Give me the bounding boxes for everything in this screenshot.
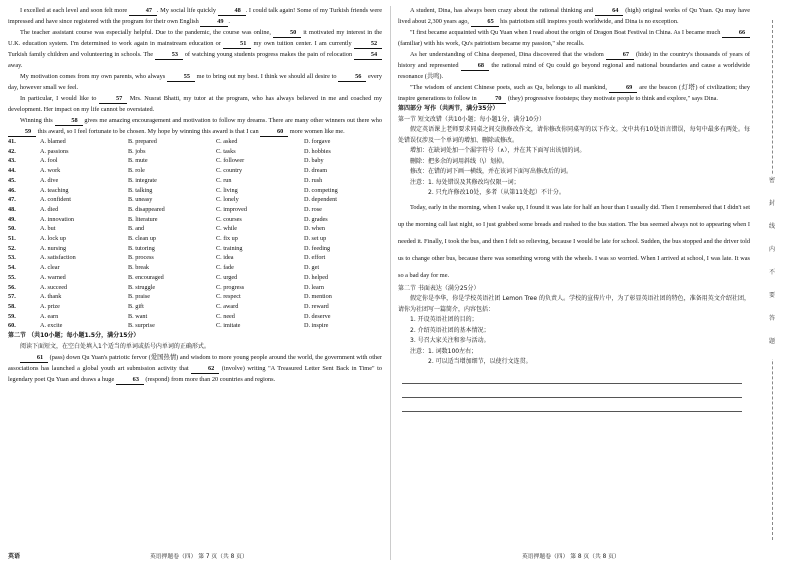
option-b[interactable]: B. uneasy [128,196,153,204]
option-c[interactable]: C. courses [216,215,242,223]
blank-50[interactable]: 50 [273,29,301,38]
writing-point-1: 1. 开设英语社团的目的； [410,316,478,323]
option-b[interactable]: B. tutoring [128,244,155,252]
seal-char: 密 [768,177,775,184]
page-7-footer: 英语押题卷（四） 第 7 页（共 8 页） [150,554,248,560]
option-a[interactable]: A. fool [40,157,58,165]
option-c[interactable]: C. urged [216,273,238,281]
option-d[interactable]: D. effort [304,254,326,262]
option-b[interactable]: B. gift [128,302,144,310]
option-d[interactable]: D. set up [304,235,327,243]
note-1: 注意：1. 每处错误及其修改均仅限一词； [410,178,520,186]
option-c[interactable]: C. idea [216,254,234,262]
rule-add: 增加：在缺词处加一个漏字符号（∧），并在其下面写出该加的词。 [410,147,586,154]
blank-65[interactable]: 65 [471,18,499,27]
option-c[interactable]: C. fix up [216,235,238,243]
option-d[interactable]: D. when [304,225,325,233]
option-row [8,302,382,312]
question-number: 59. [8,312,16,320]
page-divider [390,6,391,560]
question-number: 57. [8,293,16,301]
grammar-passage: 61 (pass) down Qu Yuan's patriotic fervor (爱国热情) and wisdom to more young people around the world, the government with other associations has launched a global youth art submission activity that 62 (involve) writing "A Treasured Letter Sent Back in Time" to legendary poet Qu Yuan and draws a huge 63 (respond) from more than 20 countries and regions. [8,354,382,384]
option-c[interactable]: C. country [216,167,243,175]
question-number: 50. [8,225,16,233]
blank-54[interactable]: 54 [354,51,382,60]
option-row [8,186,382,196]
question-number: 42. [8,147,16,155]
question-number: 48. [8,205,16,213]
note-2: 2. 只允许修改10处，多者（从第11处起）不计分。 [428,189,565,196]
option-row [8,205,382,215]
option-d[interactable]: D. reward [304,302,329,310]
blank-61[interactable]: 61 [20,354,48,363]
answer-lines [398,370,750,412]
question-number: 53. [8,254,16,262]
option-row [8,176,382,186]
writing-title: 第二节 书面表达（满分25分） [398,284,480,292]
error-correction-instructions: 假定英语课上老师要求同桌之间交换修改作文，请你修改你同桌写的以下作文。文中共有10处语言错误，每句中最多有两处。每处错误仅涉及一个单词的增加、删除或修改。 [398,126,750,144]
question-number: 44. [8,167,16,175]
blank-47[interactable]: 47 [129,7,157,16]
question-number: 41. [8,138,16,145]
option-row [8,321,382,331]
option-d[interactable]: D. dream [304,167,328,175]
option-c[interactable]: C. award [216,302,239,310]
cloze-para-3: My motivation comes from my own parents, who always 55 me to bring out my best. I think we should all desire to 56 every day, however small we feel. [8,73,382,91]
option-row [8,234,382,244]
option-b[interactable]: B. surprise [128,322,155,330]
subject-label: 英语 [8,553,21,560]
option-row [8,312,382,322]
section-2-title: 第二节 （共10小题；每小题1.5分，满分15分） [8,332,140,340]
cloze-para-5: Winning this 58 gives me amazing encouragement and motivation to follow my dreams. There are many other winners out there who 59 this award, so I feel fortunate to be chosen. My hope by winning this award is that I can 60 more women like me. [8,115,382,137]
question-number: 60. [8,322,16,330]
option-a[interactable]: A. innovation [40,215,75,223]
blank-56[interactable]: 56 [338,73,366,82]
option-row [8,137,382,147]
option-a[interactable]: A. clear [40,264,60,272]
option-d[interactable]: D. mention [304,293,332,301]
option-row [8,273,382,283]
option-b[interactable]: B. want [128,312,148,320]
option-row [8,263,382,273]
option-b[interactable]: B. role [128,167,145,175]
question-number: 55. [8,273,16,281]
grammar-para-3: "I first became acquainted with Qu Yuan when I read about the origin of Dragon Boat Festival in China. As I became much 66 (familiar) with his work, Qu's patriotism became my passion," she recalls. [398,27,750,49]
grammar-para-5: "The wisdom of ancient Chinese poets, such as Qu, belongs to all mankind, 69 are the beacon (灯塔) of civilization; they inspire generations to follow in 70 (they) progressive footsteps; they motivate people to think and explore," says Dina. [398,84,750,102]
seal-char: 内 [768,246,775,253]
option-row [8,147,382,157]
question-number: 45. [8,176,16,184]
option-row [8,224,382,234]
option-d[interactable]: D. hobbies [304,147,331,155]
option-a[interactable]: A. excite [40,322,63,330]
option-c[interactable]: C. asked [216,138,238,145]
option-a[interactable]: A. nursing [40,244,67,252]
seal-char: 不 [768,269,775,276]
option-a[interactable]: A. satisfaction [40,254,76,262]
option-c[interactable]: C. respect [216,293,241,301]
grammar-para-4: As her understanding of China deepened, Dina discovered that the wisdom 67 (hide) in the country's thousands of years of history and represented 68 the rational mind of Qu could go beyond regional and national boundaries and cause a worldwide resonance (共鸣). [398,51,750,80]
question-number: 49. [8,215,16,223]
writing-note-2: 2. 可以适当增加细节，以使行文连贯。 [428,358,532,365]
option-b[interactable]: B. prepared [128,138,157,145]
rule-modify: 修改：在错的词下画一横线，并在该词下面写出修改后的词。 [410,168,573,175]
option-b[interactable]: B. literature [128,215,158,223]
blank-53[interactable]: 53 [155,51,183,60]
option-c[interactable]: C. improved [216,205,247,213]
option-c[interactable]: C. while [216,225,237,233]
option-row [8,283,382,293]
page-8 [392,0,754,566]
question-number: 43. [8,157,16,165]
option-c[interactable]: C. lonely [216,196,239,204]
option-d[interactable]: D. competing [304,186,338,194]
writing-note-1: 注意：1. 词数100左右； [410,347,478,355]
question-number: 56. [8,283,16,291]
blank-70[interactable]: 70 [478,95,506,104]
cloze-para-2: The teacher assistant course was especially helpful. Due to the pandemic, the course was online, 50 it motivated my interest in the U.K. education system. I'm determined to work again in mainstream education or 51 my own tuition center. I am currently 52 Turkish family children and volunteering in schools. The 53 of watching young students progress makes the pain of relocation 54 away. [8,29,383,69]
blank-67[interactable]: 67 [606,51,634,60]
option-b[interactable]: B. clean up [128,235,157,243]
question-number: 51. [8,235,16,243]
option-c[interactable]: C. tasks [216,147,236,155]
option-c[interactable]: C. living [216,186,238,194]
blank-57[interactable]: 57 [99,95,127,104]
blank-62[interactable]: 62 [191,365,219,374]
blank-55[interactable]: 55 [167,73,195,82]
blank-64[interactable]: 64 [595,7,623,16]
option-d[interactable]: D. deserve [304,312,331,320]
option-c[interactable]: C. follower [216,157,245,165]
blank-69[interactable]: 69 [609,84,637,93]
option-b[interactable]: B. jobs [128,147,146,155]
blank-60[interactable]: 60 [260,128,288,137]
option-c[interactable]: C. progress [216,283,245,291]
option-d[interactable]: D. forgave [304,138,331,145]
option-d[interactable]: D. inspire [304,322,329,330]
cloze-para-4: In particular, I would like to 57 Mrs. Nusrat Bhatti, my tutor at the program, who has always believed in me and coached my development. Her impact on my life cannot be overstated. [8,95,382,113]
option-b[interactable]: B. struggle [128,283,156,291]
page-7 [0,0,388,566]
section-2-instructions: 阅读下面短文，在空白处填入1个适当的单词或括号内单词的正确形式。 [20,342,210,350]
option-b[interactable]: B. integrate [128,176,157,184]
option-c[interactable]: C. need [216,312,235,320]
option-b[interactable]: B. disappeared [128,205,165,213]
option-row [8,195,382,205]
seal-char: 线 [768,223,775,230]
binding-margin [760,0,800,566]
option-d[interactable]: D. baby [304,157,324,165]
answer-line[interactable] [402,384,742,398]
option-b[interactable]: B. mute [128,157,148,165]
seal-warning [762,175,782,359]
option-row [8,253,382,263]
blank-51[interactable]: 51 [223,40,251,49]
blank-68[interactable]: 68 [461,62,489,71]
option-a[interactable]: A. passions [40,147,69,155]
option-c[interactable]: C. fade [216,264,234,272]
blank-48[interactable]: 48 [218,7,246,16]
option-d[interactable]: D. feeding [304,244,331,252]
cloze-para-1: I excelled at each level and soon felt more 47 . My social life quickly 48 . I could talk again! Some of my Turkish friends were impressed and have since registered with the program for their own English 49 . [8,7,383,25]
answer-line[interactable] [402,370,742,384]
option-d[interactable]: D. rose [304,205,322,213]
option-b[interactable]: B. break [128,264,149,272]
cloze-options [8,137,382,331]
question-number: 47. [8,196,16,204]
seal-char: 封 [768,200,775,207]
option-a[interactable]: A. dive [40,176,59,184]
option-c[interactable]: C. training [216,244,243,252]
option-a[interactable]: A. thank [40,293,62,301]
option-b[interactable]: B. talking [128,186,153,194]
option-d[interactable]: D. helped [304,273,329,281]
option-a[interactable]: A. earn [40,312,59,320]
blank-63[interactable]: 63 [116,376,144,385]
option-b[interactable]: B. and [128,225,145,233]
option-b[interactable]: B. praise [128,293,150,301]
option-c[interactable]: C. imitate [216,322,241,330]
option-row [8,166,382,176]
seal-char: 答 [768,315,775,322]
option-d[interactable]: D. grades [304,215,328,223]
writing-instructions: 假定你是李华，你是学校英语社团 Lemon Tree 的负责人。学校的宣传片中，为了彰显英语社团的特色，准备用英文介绍社团，请你为社团写一篇简介，内容包括： [398,295,750,313]
option-a[interactable]: A. blamed [40,138,66,145]
blank-49[interactable]: 49 [200,18,228,27]
blank-59[interactable]: 59 [8,128,36,137]
option-d[interactable]: D. rush [304,176,323,184]
option-b[interactable]: B. encouraged [128,273,164,281]
part-4-title: 第四部分 写作（共两节，满分35分） [398,105,499,112]
option-a[interactable]: A. work [40,167,61,175]
writing-point-2: 2. 介绍英语社团的基本情况； [410,326,490,334]
option-a[interactable]: A. but [40,225,56,233]
option-a[interactable]: A. warned [40,273,66,281]
option-b[interactable]: B. process [128,254,154,262]
option-row [8,215,382,225]
option-row [8,292,382,302]
option-a[interactable]: A. succeed [40,283,68,291]
option-row [8,244,382,254]
option-c[interactable]: C. run [216,176,232,184]
essay-text: Today, early in the morning, when I wake up, I found it was late for half an hour than I usually did. Then I remembered that I didn't set up the morning call last night, so I just grabbed some breads and rushed to the bus station. The bus seemed always not to appearing when I needed it. Finally, I took the bus, and then I felt so relieving, because I would be late for school. Sudden, the bus stopped and the driver told us to change other bus, because there was something wrong with the wheels. I was so worried. When I arrived at school, I was late. It was so a bad day for me. [398,203,750,279]
error-correction-title: 第一节 短文改错（共10小题；每小题1分，满分10分） [398,115,545,123]
option-a[interactable]: A. lock up [40,235,66,243]
option-a[interactable]: A. confident [40,196,71,204]
option-a[interactable]: A. teaching [40,186,69,194]
question-number: 58. [8,302,16,310]
page-8-footer: 英语押题卷（四） 第 8 页（共 8 页） [522,554,620,560]
seal-char: 要 [768,292,775,299]
option-d[interactable]: D. learn [304,283,324,291]
option-d[interactable]: D. dependent [304,196,337,204]
blank-58[interactable]: 58 [55,117,83,126]
option-a[interactable]: A. prize [40,302,60,310]
option-a[interactable]: A. died [40,205,59,213]
question-number: 54. [8,264,16,272]
question-number: 46. [8,186,16,194]
answer-line[interactable] [402,398,742,412]
grammar-para-2: A student, Dina, has always been crazy about the rational thinking and 64 (high) original works of Qu Yuan. Qu may have lived about 2,300 years ago, 65 his patriotism still inspires youth worldwide, and Dina is no exception. [398,7,751,25]
rule-delete: 删除：把多余的词用斜线（\）划掉。 [410,157,509,165]
question-number: 52. [8,244,16,252]
blank-66[interactable]: 66 [722,29,750,38]
seal-char: 题 [768,338,775,345]
option-d[interactable]: D. get [304,264,320,272]
option-row [8,156,382,166]
blank-52[interactable]: 52 [354,40,382,49]
writing-point-3: 3. 号召大家关注和参与活动。 [410,337,490,344]
